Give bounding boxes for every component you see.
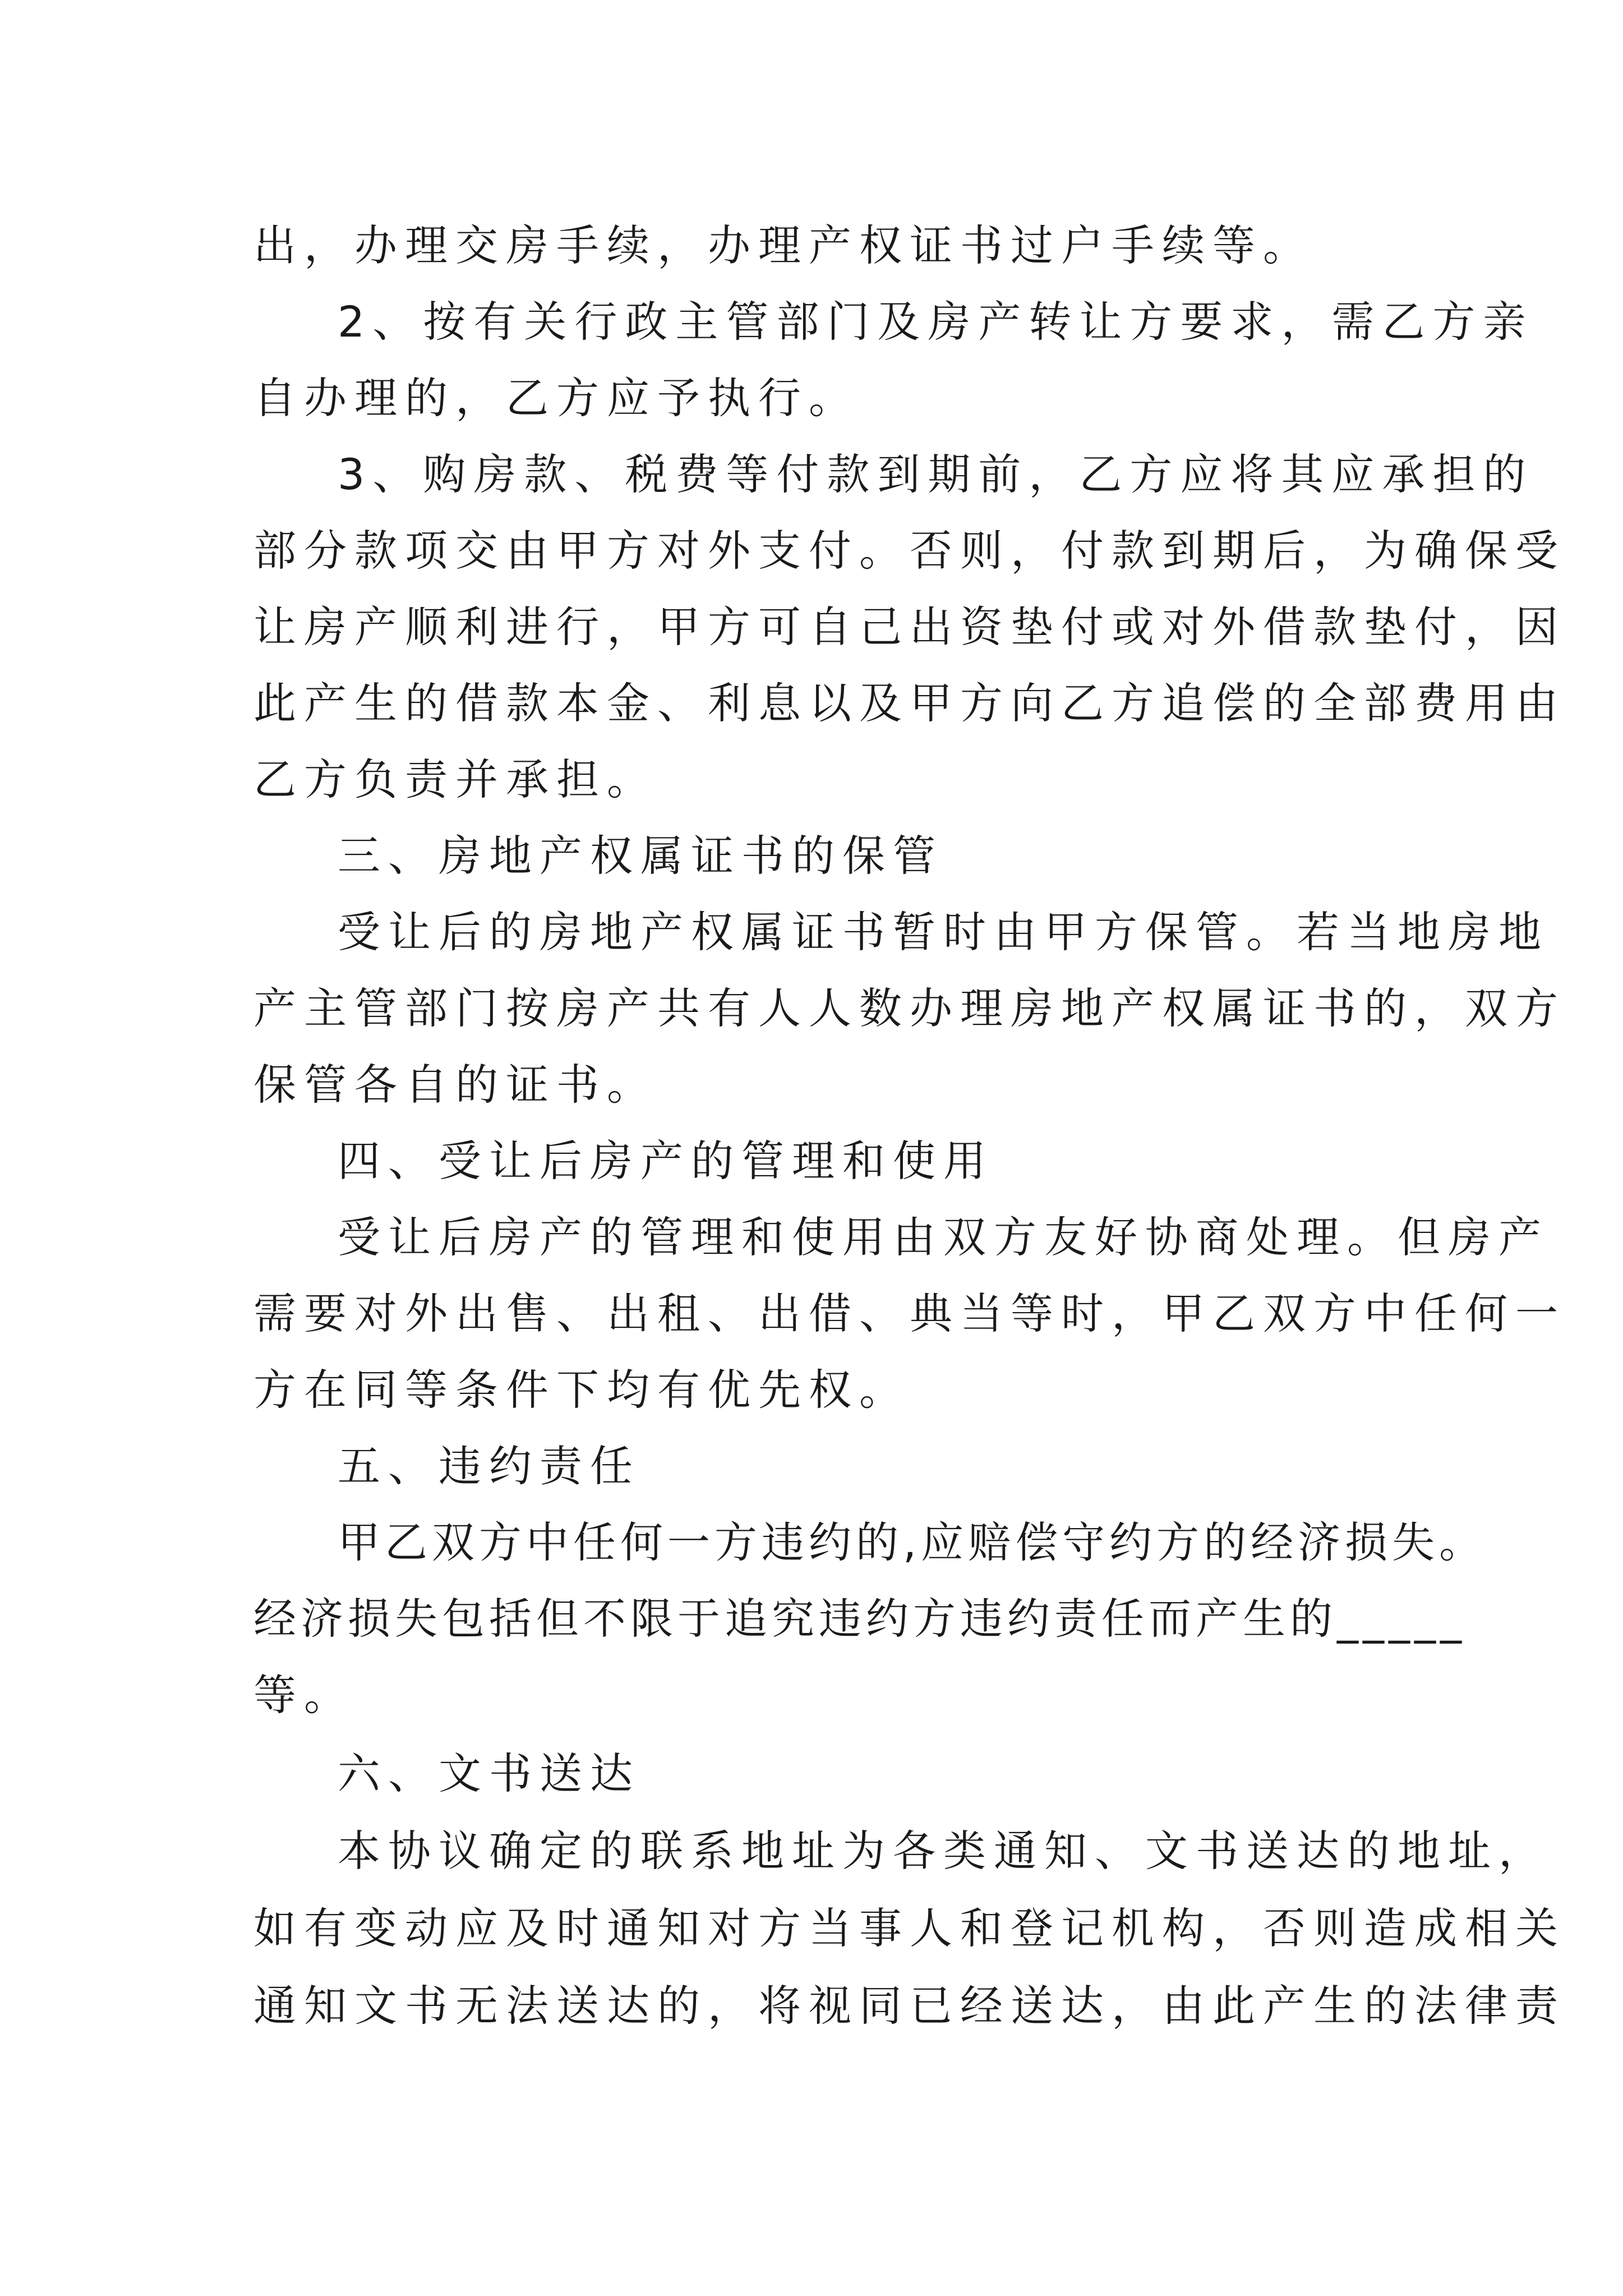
text-line: 部分款项交由甲方对外支付。否则，付款到期后，为确保受 <box>253 526 1566 576</box>
text-line: 经济损失包括但不限于追究违约方违约责任而产生的_____ <box>253 1594 1466 1644</box>
text-line: 2、按有关行政主管部门及房产转让方要求，需乙方亲 <box>338 297 1534 347</box>
text-line: 本协议确定的联系地址为各类通知、文书送达的地址， <box>338 1826 1549 1876</box>
text-line: 受让后房产的管理和使用由双方友好协商处理。但房产 <box>338 1212 1549 1262</box>
text-line: 3、购房款、税费等付款到期前，乙方应将其应承担的 <box>338 449 1534 499</box>
text-line: 受让后的房地产权属证书暂时由甲方保管。若当地房地 <box>338 907 1549 957</box>
text-line: 等。 <box>253 1670 354 1720</box>
text-line: 保管各自的证书。 <box>253 1060 657 1110</box>
text-line: 通知文书无法送达的，将视同已经送达，由此产生的法律责 <box>253 1981 1566 2031</box>
section-heading: 六、文书送达 <box>338 1749 640 1798</box>
text-line: 需要对外出售、出租、出借、典当等时，甲乙双方中任何一 <box>253 1289 1566 1338</box>
text-line: 甲乙双方中任何一方违约的,应赔偿守约方的经济损失。 <box>338 1517 1487 1567</box>
text-line: 让房产顺利进行，甲方可自己出资垫付或对外借款垫付，因 <box>253 602 1566 652</box>
section-heading: 三、房地产权属证书的保管 <box>338 831 943 881</box>
text-line: 产主管部门按房产共有人人数办理房地产权属证书的，双方 <box>253 983 1566 1033</box>
text-line: 自办理的，乙方应予执行。 <box>253 373 859 423</box>
text-line: 方在同等条件下均有优先权。 <box>253 1365 910 1415</box>
text-line: 此产生的借款本金、利息以及甲方向乙方追偿的全部费用由 <box>253 678 1566 728</box>
section-heading: 五、违约责任 <box>338 1441 640 1491</box>
section-heading: 四、受让后房产的管理和使用 <box>338 1136 994 1186</box>
text-line: 乙方负责并承担。 <box>253 754 657 804</box>
text-line: 如有变动应及时通知对方当事人和登记机构，否则造成相关 <box>253 1903 1566 1953</box>
text-line: 出，办理交房手续，办理产权证书过户手续等。 <box>253 220 1313 270</box>
